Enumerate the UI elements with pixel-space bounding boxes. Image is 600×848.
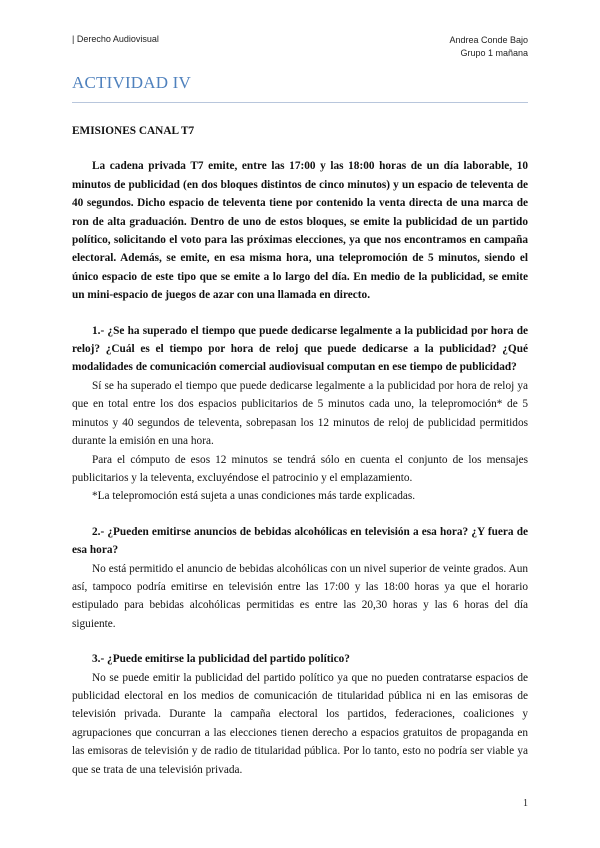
- page-title: ACTIVIDAD IV: [72, 73, 192, 92]
- answer-1-paragraph-2: Para el cómputo de esos 12 minutos se tendrá sólo en cuenta el conjunto de los mensajes publicitarios y la televenta, excluyéndose el patrocinio y el emplazamiento.: [72, 453, 528, 484]
- answer-2-paragraph-1: No está permitido el anuncio de bebidas alcohólicas con un nivel superior de veinte grados. Aun así, tampoco podría emitirse en televisión entre las 17:00 y las 18:00 horas ya que el horario estipulado para bebidas alcohólicas permitidas es entre las 20,30 horas y las 6 horas del día siguiente.: [72, 562, 528, 630]
- intro-paragraph: La cadena privada T7 emite, entre las 17:00 y las 18:00 horas de un día laborable, 10 minutos de publicidad (en dos bloques distintos de cinco minutos) y un espacio de televenta de 40 segundos. Dicho espacio de televenta tiene por contenido la venta directa de una marca de ron de alta graduación. Dentro de uno de estos bloques, se emite la publicidad de un partido político, solicitando el voto para las próximas elecciones, ya que nos encontramos en campaña electoral. Además, se emite, en esa misma hora, una telepromoción de 5 minutos, siendo el único espacio de este tipo que se emite a lo largo del día. En medio de la publicidad, se emite un mini-espacio de juegos de azar con una llamada en directo.: [72, 160, 528, 302]
- answer-1-footnote: *La telepromoción está sujeta a unas condiciones más tarde explicadas.: [92, 490, 416, 503]
- header-subject: | Derecho Audiovisual: [72, 34, 159, 44]
- answer-1-paragraph-1: Sí se ha superado el tiempo que puede dedicarse legalmente a la publicidad por hora de reloj ya que en total entre los dos espacios publicitarios de 5 minutos cada uno, la telepromoción* de 5 minutos y 40 segundos de televenta, sobrepasan los 12 minutos de reloj de publicidad permitidos durante la emisión en una hora.: [72, 379, 528, 448]
- question-block: [72, 322, 528, 506]
- header-author: Andrea Conde Bajo: [449, 35, 528, 45]
- section-title: EMISIONES CANAL T7: [72, 125, 195, 137]
- header-group: Grupo 1 mañana: [460, 48, 528, 58]
- document-body: [72, 122, 528, 779]
- question-3: 3.- ¿Puede emitirse la publicidad del partido político?: [92, 653, 350, 666]
- page-number: 1: [523, 798, 528, 809]
- question-2: 2.- ¿Pueden emitirse anuncios de bebidas alcohólicas en televisión a esa hora? ¿Y fuera de esa hora?: [72, 525, 528, 557]
- header-author-block: [449, 34, 528, 60]
- question-block: [72, 523, 528, 633]
- title-divider: [72, 102, 528, 103]
- answer-3-paragraph-1: No se puede emitir la publicidad del partido político ya que no pueden contratarse espacios de publicidad electoral en los medios de comunicación de titularidad pública ni en las emisoras de televisión privada. Durante la campaña electoral los partidos, federaciones, coaliciones y agrupaciones que concurran a las elecciones tienen derecho a espacios gratuitos de propaganda en las emisoras de televisión y de radio de titularidad pública. Por lo tanto, esto no podría ser viable ya que se trata de una televisión privada.: [72, 671, 528, 776]
- question-1: 1.- ¿Se ha superado el tiempo que puede dedicarse legalmente a la publicidad por hora de reloj? ¿Cuál es el tiempo por hora de reloj que puede dedicarse a la publicidad? ¿Qué modalidades de comunicación comercial audiovisual computan en ese tiempo de publicidad?: [72, 324, 528, 374]
- question-block: [72, 650, 528, 779]
